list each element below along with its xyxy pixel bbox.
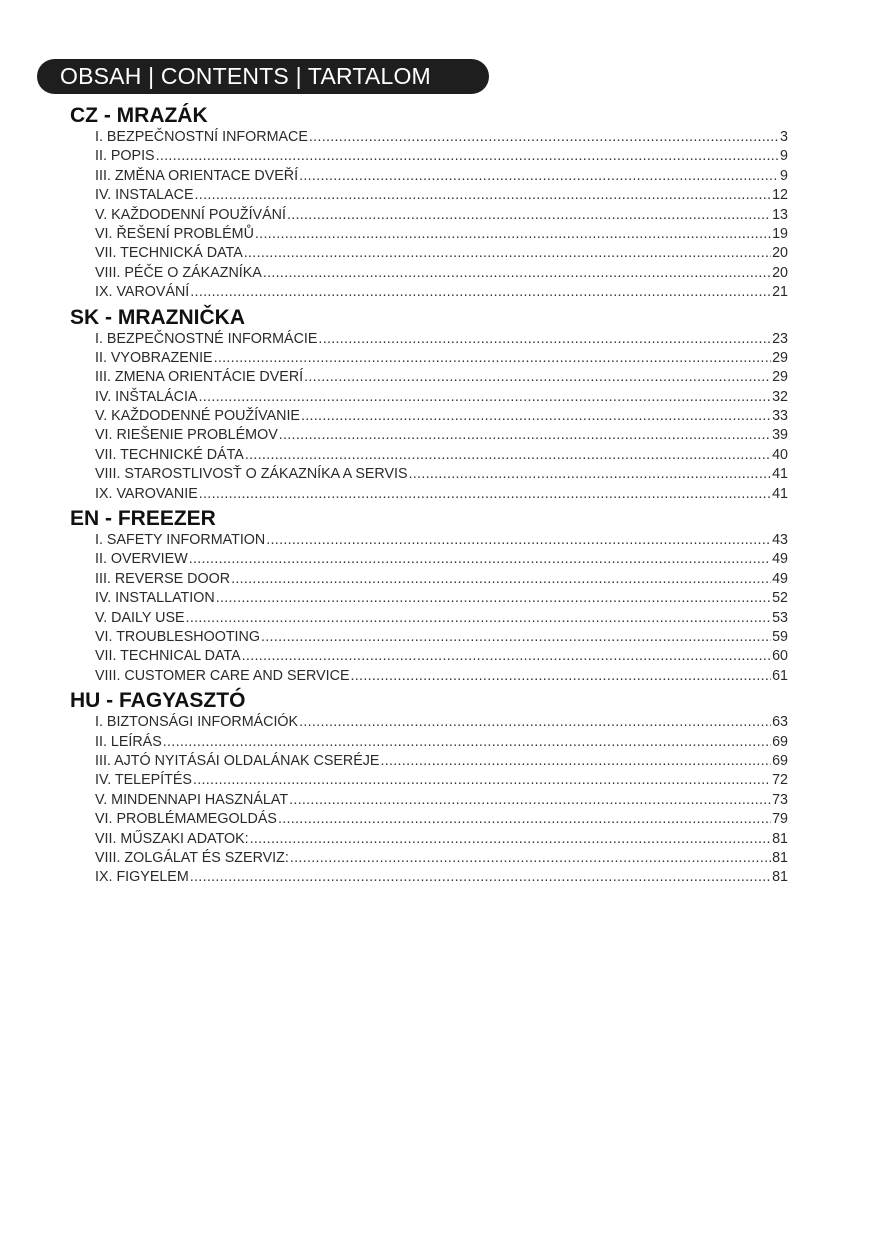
toc-entry[interactable] — [95, 713, 788, 732]
entry-page: 69 — [772, 752, 788, 769]
dot-leader — [255, 225, 771, 244]
entry-page: 12 — [772, 187, 788, 204]
entry-page: 32 — [772, 388, 788, 405]
entry-label: I. BEZPEČNOSTNÉ INFORMÁCIE — [95, 330, 318, 347]
entry-label: II. OVERVIEW — [95, 551, 188, 568]
dot-leader — [163, 733, 771, 752]
entry-page: 59 — [772, 628, 788, 645]
entry-page: 49 — [772, 551, 788, 568]
entry-page: 21 — [772, 284, 788, 301]
dot-leader — [409, 465, 772, 484]
dot-leader — [299, 713, 771, 732]
entry-page: 41 — [772, 466, 788, 483]
entry-page: 9 — [780, 148, 788, 165]
entry-label: VII. TECHNICKÉ DÁTA — [95, 446, 244, 463]
entry-label: V. KAŽDODENNÉ POUŽÍVANIE — [95, 408, 300, 425]
entry-page: 19 — [772, 225, 788, 242]
dot-leader — [214, 349, 772, 368]
toc-section-hu — [70, 688, 788, 888]
entry-page: 52 — [772, 590, 788, 607]
entry-page: 72 — [772, 772, 788, 789]
dot-leader — [266, 531, 771, 550]
entry-label: VIII. CUSTOMER CARE AND SERVICE — [95, 667, 350, 684]
dot-leader — [190, 868, 771, 887]
entry-page: 41 — [772, 485, 788, 502]
entry-label: II. LEÍRÁS — [95, 733, 162, 750]
toc-section-sk — [70, 305, 788, 505]
entry-label: IV. INSTALLATION — [95, 590, 215, 607]
toc-entry[interactable] — [95, 531, 788, 550]
toc-entry[interactable] — [95, 147, 788, 166]
entry-label: IX. VAROVANIE — [95, 485, 198, 502]
dot-leader — [290, 849, 771, 868]
entry-page: 61 — [772, 667, 788, 684]
dot-leader — [309, 128, 779, 147]
entry-page: 40 — [772, 446, 788, 463]
entry-label: I. SAFETY INFORMATION — [95, 532, 266, 549]
toc-entry[interactable] — [95, 550, 788, 569]
section-title: HU - FAGYASZTÓ — [70, 689, 246, 713]
toc-entry[interactable] — [95, 446, 788, 465]
entry-page: 49 — [772, 570, 788, 587]
toc-entry[interactable] — [95, 407, 788, 426]
section-entries — [95, 128, 788, 303]
entry-label: III. ZMĚNA ORIENTACE DVEŘÍ — [95, 167, 299, 184]
entry-label: VIII. ZOLGÁLAT ÉS SZERVIZ: — [95, 849, 289, 866]
toc-entry[interactable] — [95, 186, 788, 205]
entry-page: 63 — [772, 714, 788, 731]
entry-label: VIII. PÉČE O ZÁKAZNÍKA — [95, 264, 262, 281]
toc-entry[interactable] — [95, 388, 788, 407]
toc-entry[interactable] — [95, 609, 788, 628]
entry-label: VII. TECHNICKÁ DATA — [95, 245, 243, 262]
dot-leader — [289, 791, 771, 810]
entry-label: V. KAŽDODENNÍ POUŽÍVÁNÍ — [95, 206, 286, 223]
toc-entry[interactable] — [95, 733, 788, 752]
dot-leader — [245, 446, 771, 465]
entry-page: 81 — [772, 869, 788, 886]
dot-leader — [250, 830, 772, 849]
dot-leader — [199, 485, 771, 504]
entry-label: V. MINDENNAPI HASZNÁLAT — [95, 791, 289, 808]
entry-page: 33 — [772, 408, 788, 425]
entry-page: 81 — [772, 830, 788, 847]
entry-page: 20 — [772, 264, 788, 281]
entry-label: VIII. STAROSTLIVOSŤ O ZÁKAZNÍKA A SERVIS — [95, 466, 408, 483]
entry-page: 9 — [780, 167, 788, 184]
toc-entry[interactable] — [95, 771, 788, 790]
section-title: EN - FREEZER — [70, 507, 216, 531]
entry-page: 73 — [772, 791, 788, 808]
toc-entry[interactable] — [95, 752, 788, 771]
toc-entry[interactable] — [95, 589, 788, 608]
entry-page: 81 — [772, 849, 788, 866]
entry-label: IV. INŠTALÁCIA — [95, 388, 198, 405]
dot-leader — [231, 570, 771, 589]
dot-leader — [263, 264, 771, 283]
entry-label: III. REVERSE DOOR — [95, 570, 231, 587]
toc-entry[interactable] — [95, 647, 788, 666]
dot-leader — [199, 388, 772, 407]
dot-leader — [351, 667, 772, 686]
entry-label: IV. TELEPÍTÉS — [95, 772, 192, 789]
toc-entry[interactable] — [95, 667, 788, 686]
entry-label: IV. INSTALACE — [95, 187, 194, 204]
entry-page: 13 — [772, 206, 788, 223]
toc-entry[interactable] — [95, 283, 788, 302]
entry-page: 60 — [772, 648, 788, 665]
section-entries — [95, 713, 788, 888]
dot-leader — [380, 752, 771, 771]
dot-leader — [287, 206, 771, 225]
dot-leader — [318, 330, 771, 349]
contents-banner — [37, 59, 489, 94]
entry-page: 3 — [780, 129, 788, 145]
toc-entry[interactable] — [95, 628, 788, 647]
entry-label: IX. FIGYELEM — [95, 869, 189, 886]
toc-entry[interactable] — [95, 465, 788, 484]
entry-label: VII. MŰSZAKI ADATOK: — [95, 830, 249, 847]
dot-leader — [216, 589, 771, 608]
entry-page: 53 — [772, 609, 788, 626]
entry-label: VI. PROBLÉMAMEGOLDÁS — [95, 811, 277, 828]
entry-page: 69 — [772, 733, 788, 750]
dot-leader — [304, 368, 771, 387]
entry-label: III. ZMENA ORIENTÁCIE DVERÍ — [95, 369, 304, 386]
toc-entry[interactable] — [95, 330, 788, 349]
entry-page: 23 — [772, 330, 788, 347]
entry-label: I. BIZTONSÁGI INFORMÁCIÓK — [95, 714, 299, 731]
entry-label: IX. VAROVÁNÍ — [95, 284, 190, 301]
dot-leader — [242, 647, 771, 666]
dot-leader — [278, 810, 771, 829]
section-title: CZ - MRAZÁK — [70, 104, 208, 127]
dot-leader — [299, 167, 779, 186]
toc-entry[interactable] — [95, 485, 788, 504]
toc-entry[interactable] — [95, 791, 788, 810]
section-entries — [95, 330, 788, 505]
toc-section-en — [70, 506, 788, 686]
toc-entry[interactable] — [95, 849, 788, 868]
entry-label: I. BEZPEČNOSTNÍ INFORMACE — [95, 129, 308, 145]
toc-section-cz — [70, 103, 788, 303]
entry-label: III. AJTÓ NYITÁSÁI OLDALÁNAK CSERÉJE — [95, 752, 380, 769]
dot-leader — [190, 283, 771, 302]
dot-leader — [193, 771, 771, 790]
entry-page: 29 — [772, 349, 788, 366]
section-entries — [95, 531, 788, 686]
entry-label: II. POPIS — [95, 148, 155, 165]
toc-entry[interactable] — [95, 349, 788, 368]
entry-label: VI. ŘEŠENÍ PROBLÉMŮ — [95, 225, 254, 242]
entry-page: 79 — [772, 811, 788, 828]
toc-entry[interactable] — [95, 264, 788, 283]
entry-label: II. VYOBRAZENIE — [95, 349, 213, 366]
toc-entry[interactable] — [95, 206, 788, 225]
toc-entry[interactable] — [95, 167, 788, 186]
dot-leader — [261, 628, 771, 647]
entry-label: VI. TROUBLESHOOTING — [95, 628, 260, 645]
toc-entry[interactable] — [95, 426, 788, 445]
toc-entry[interactable] — [95, 830, 788, 849]
section-title: SK - MRAZNIČKA — [70, 305, 245, 329]
dot-leader — [195, 186, 772, 205]
toc-entry[interactable] — [95, 225, 788, 244]
entry-page: 20 — [772, 245, 788, 262]
dot-leader — [301, 407, 771, 426]
dot-leader — [279, 426, 771, 445]
toc-entry[interactable] — [95, 368, 788, 387]
toc-entry[interactable] — [95, 570, 788, 589]
table-of-contents — [70, 103, 788, 889]
toc-entry[interactable] — [95, 244, 788, 263]
contents-title: OBSAH | CONTENTS | TARTALOM — [60, 63, 431, 89]
entry-label: V. DAILY USE — [95, 609, 185, 626]
entry-label: VII. TECHNICAL DATA — [95, 648, 241, 665]
dot-leader — [186, 609, 772, 628]
dot-leader — [156, 147, 779, 166]
entry-page: 29 — [772, 369, 788, 386]
entry-label: VI. RIEŠENIE PROBLÉMOV — [95, 427, 278, 444]
entry-page: 43 — [772, 532, 788, 549]
toc-entry[interactable] — [95, 868, 788, 887]
toc-entry[interactable] — [95, 128, 788, 147]
toc-entry[interactable] — [95, 810, 788, 829]
dot-leader — [189, 550, 771, 569]
dot-leader — [244, 244, 771, 263]
entry-page: 39 — [772, 427, 788, 444]
